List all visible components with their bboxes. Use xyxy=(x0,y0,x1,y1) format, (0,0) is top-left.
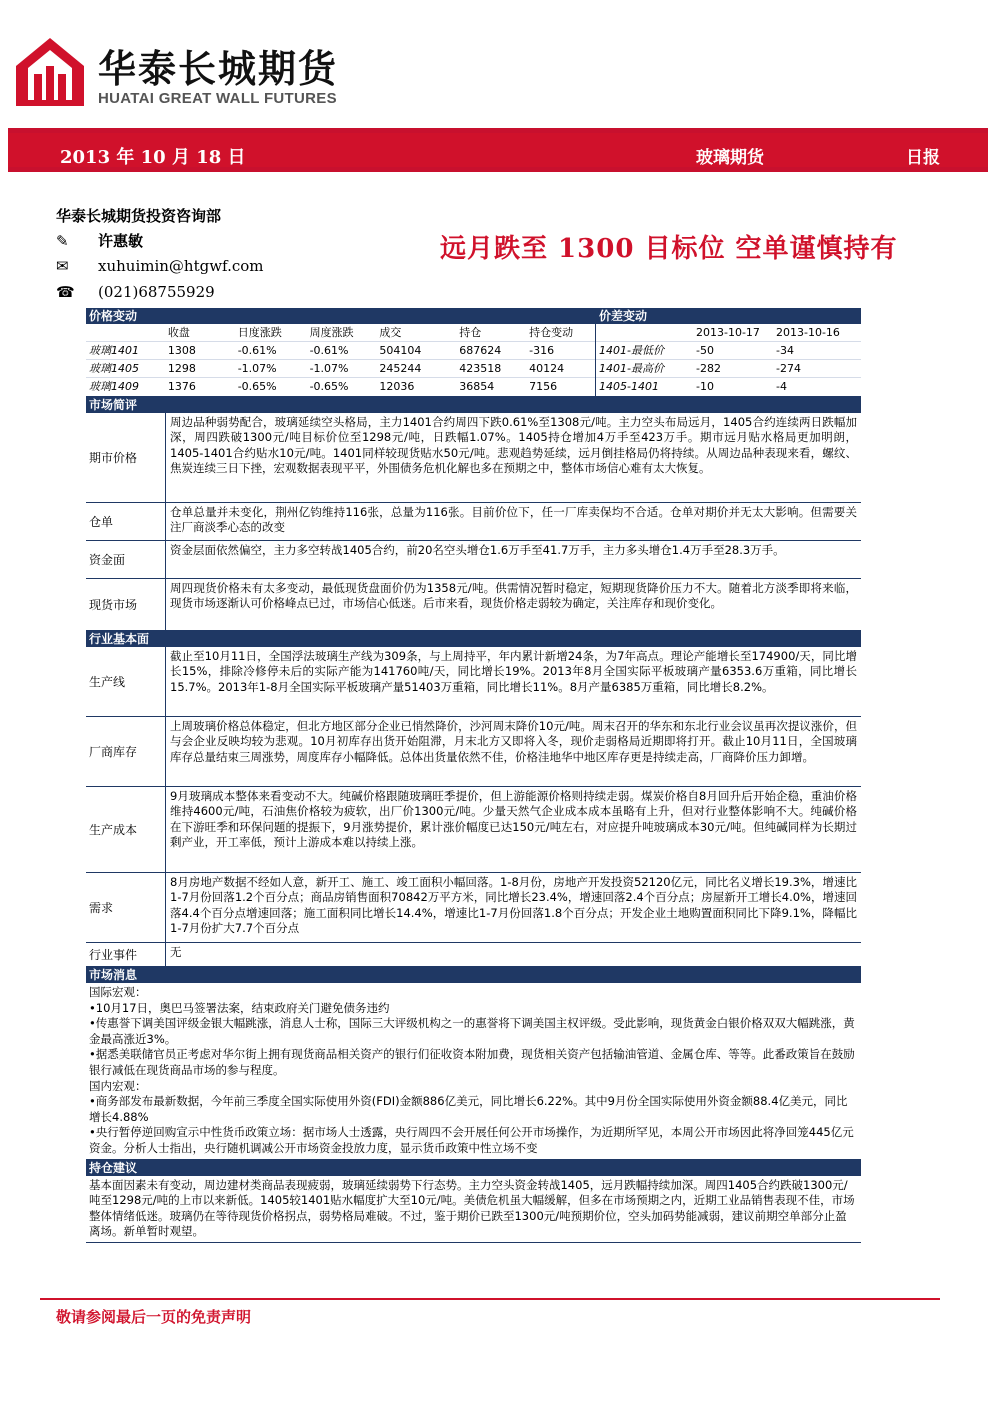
contact-phone-row xyxy=(56,283,215,301)
company-name-cn: 华泰长城期货 xyxy=(98,47,339,91)
table-row: 玻璃1401 1308 -0.61% -0.61% 504104 687624 -316 xyxy=(86,342,595,360)
report-body xyxy=(86,308,861,1243)
review-capital-row xyxy=(86,541,861,579)
report-product: 玻璃期货 xyxy=(696,148,764,168)
row-label: 期市价格 xyxy=(86,413,166,502)
table-row: 玻璃1409 1376 -0.65% -0.65% 12036 36854 7156 xyxy=(89,380,558,393)
row-text: 截止至10月11日，全国浮法玻璃生产线为309条，与上周持平，年内累计新增24条，为7年高点。理论产能增长至174900/天，同比增长15%，排除冷修停未后的实际产能为141760吨/天，同比增长19%。2013年8月全国实际平板玻璃产量6353.6万重箱，同比增长15.7%。2013年1-8月全国实际平板玻璃产量51403万重箱，同比增长11%。8月产量6385万重箱，同比增长8.2%。 xyxy=(170,649,857,694)
market-review-title: 市场简评 xyxy=(86,397,861,413)
row-label: 资金面 xyxy=(86,541,166,578)
row-label: 生产线 xyxy=(86,647,166,716)
row-label: 行业事件 xyxy=(86,943,166,966)
table-row: 1405-1401 -10 -4 xyxy=(599,380,787,393)
mail-icon: ✉ xyxy=(56,257,69,275)
news-line: •10月17日，奥巴马签署法案，结束政府关门避免债务违约 xyxy=(89,1000,390,1015)
news-line: •央行暂停逆回购宣示中性货币政策立场：据市场人士透露，央行周四不会开展任何公开市场操作，为近期所罕见，本周公开市场因此将净回笼445亿元资金。分析人士指出，央行随机调减公开市场资金投放力度，显示货币政策中性立场不变 xyxy=(89,1125,854,1155)
price-change-table xyxy=(86,308,596,396)
market-news-body xyxy=(86,983,861,1160)
table-row: 1401-最低价 -50 -34 xyxy=(596,342,861,360)
spread-header-row: 2013-10-17 2013-10-16 xyxy=(596,324,861,342)
table-row: 玻璃1405 1298 -1.07% -1.07% 245244 423518 40124 xyxy=(86,360,595,378)
position-advice-title: 持仓建议 xyxy=(86,1160,861,1176)
footer-divider xyxy=(40,1298,940,1300)
row-label: 仓单 xyxy=(86,503,166,540)
department-name: 华泰长城期货投资咨询部 xyxy=(56,207,222,225)
review-futures-price-row xyxy=(86,413,861,503)
row-text: 周边品种弱势配合，玻璃延续空头格局，主力1401合约周四下跌0.61%至1308元/吨。主力空头布局远月，1405合约连续两日跌幅加深，周四跌破1300元/吨目标价位至1298元/吨，日跌幅1.07%。1405持仓增加4万手至423万手。期市远月贴水格局更加明朗，1405-1401合约贴水10元/吨。1401同样较现货贴水50元/吨。悲观趋势延续，远月倒挂格局仍将持续。从周边品种表现来看，螺纹、焦炭连续三日下挫，宏观数据表现平平，外围债务危机化解也多在预期之中，整体市场信心难有太大恢复。 xyxy=(170,415,857,476)
table-row: 1401-最高价 -282 -274 xyxy=(596,360,861,378)
analyst-email[interactable]: xuhuimin@htgwf.com xyxy=(98,257,264,275)
industry-inventory-row xyxy=(86,717,861,787)
row-text: 仓单总量并未变化，荆州亿钧维持116张，总量为116张。目前价位下，任一厂库卖保均不合适。仓单对期价并无太大影响。但需要关注厂商淡季心态的改变 xyxy=(170,505,857,535)
row-label: 现货市场 xyxy=(86,579,166,630)
review-warehouse-receipt-row xyxy=(86,503,861,541)
analyst-name: 许惠敏 xyxy=(98,232,144,250)
row-label: 厂商库存 xyxy=(86,717,166,786)
industry-demand-row xyxy=(86,873,861,943)
position-advice-body: 基本面因素未有变动，周边建材类商品表现疲弱，玻璃延续弱势下行态势。主力空头资金转战1405，远月跌幅持续加深。周四1405合约跌破1300元/吨至1298元/吨的上市以来新低。1405较1401贴水幅度扩大至10元/吨。美债危机虽大幅缓解，但多在市场预期之内，近期工业品销售表现不佳，市场整体情绪低迷。玻璃仍在等待现货价格拐点，弱势格局难破。不过，鉴于期价已跌至1300元/吨预期价位，空头加码势能减弱，建议前期空单部分止盈离场。新单暂时观望。 xyxy=(86,1176,861,1243)
report-type: 日报 xyxy=(906,148,940,168)
company-logo-icon xyxy=(14,36,86,112)
row-text: 上周玻璃价格总体稳定，但北方地区部分企业已悄然降价，沙河周末降价10元/吨。周末召开的华东和东北行业会议虽再次提议涨价，但与会企业反映均较为悲观。10月初库存出货开始阻滞，月末北方又即将入冬，现价走弱格局近期即将打开。截止10月11日，全国玻璃库存总量结束三周涨势，周度库存小幅降低。总体出货量依然不佳，价格洼地华中地区库存更是持续走高，厂商降价压力卸增。 xyxy=(170,719,857,764)
news-line: •据悉美联储官员正考虑对华尔街上拥有现货商品相关资产的银行们征收资本附加费，现货相关资产包括输油管道、金属仓库、等等。此番政策旨在鼓励银行减低在现货商品市场的参与程度。 xyxy=(89,1047,855,1077)
row-text: 8月房地产数据不经如人意，新开工、施工、竣工面积小幅回落。1-8月份，房地产开发投资52120亿元，同比名义增长19.3%，增速比1-7月份回落1.2个百分点；商品房销售面积70842万平方米，同比增长23.4%，增速回落2.4个百分点；房屋新开工增长4.0%，增速回落4.4个百分点增速回落；施工面积同比增长14.4%，增速比1-7月份回落1.8个百分点；开发企业土地购置面积同比下降9.1%，降幅比1-7月份扩大7.7个百分点 xyxy=(170,875,857,936)
spread-change-table xyxy=(596,308,861,396)
industry-cost-row xyxy=(86,787,861,873)
news-line: •商务部发布最新数据，今年前三季度全国实际使用外资(FDI)金额886亿美元，同比增长6.22%。其中9月份全国实际使用外资金额88.4亿美元，同比增长4.88% xyxy=(89,1094,848,1124)
review-spot-market-row xyxy=(86,579,861,631)
row-text: 无 xyxy=(170,945,182,959)
company-name-en: HUATAI GREAT WALL FUTURES xyxy=(98,90,337,107)
report-header-bar xyxy=(8,128,988,172)
news-line: 国内宏观： xyxy=(89,1078,147,1093)
news-line: •传惠誉下调美国评级金银大幅跳涨，消息人士称，国际三大评级机构之一的惠誉将下调美国主权评级。受此影响，现货黄金白银价格双双大幅跳涨，黄金最高涨近3%。 xyxy=(89,1016,855,1046)
analyst-phone: (021)68755929 xyxy=(98,283,215,301)
price-header-row: 收盘 日度涨跌 周度涨跌 成交 持仓 持仓变动 xyxy=(86,324,595,342)
row-text: 资金层面依然偏空，主力多空转战1405合约，前20名空头增仓1.6万手至41.7万手，主力多头增仓1.4万手至28.3万手。 xyxy=(170,543,785,557)
report-headline: 远月跌至 1300 目标位 空单谨慎持有 xyxy=(440,234,898,264)
row-label: 生产成本 xyxy=(86,787,166,872)
price-section xyxy=(86,308,861,397)
disclaimer-note: 敬请参阅最后一页的免责声明 xyxy=(56,1308,252,1326)
industry-events-row xyxy=(86,943,861,967)
report-date: 2013 年 10 月 18 日 xyxy=(60,147,246,168)
news-line: 国际宏观： xyxy=(89,985,147,999)
contact-email-row xyxy=(56,257,264,275)
spread-change-title: 价差变动 xyxy=(596,308,861,324)
contact-name-row xyxy=(56,230,143,251)
industry-title: 行业基本面 xyxy=(86,631,861,647)
edit-icon: ✎ xyxy=(56,231,69,250)
price-change-title: 价格变动 xyxy=(86,308,595,324)
row-text: 9月玻璃成本整体来看变动不大。纯碱价格跟随玻璃旺季提价，但上游能源价格则持续走弱。煤炭价格自8月回升后开始企稳，重油价格维持4600元/吨，石油焦价格较为疲软，出厂价1300元/吨。少量天然气企业成本成本虽略有上升，但对行业整体影响不大。纯碱价格在下游旺季和环保问题的提振下，9月涨势提价，累计涨价幅度已达150元/吨左右，对应提升吨玻璃成本30元/吨。但纯碱同样为长期过剩产业，开工率低，预计上游成本难以持续上涨。 xyxy=(170,789,857,850)
row-text: 周四现货价格未有太多变动，最低现货盘面价仍为1358元/吨。供需情况暂时稳定，短期现货降价压力不大。随着北方淡季即将来临，现货市场逐渐认可价格峰点已过，市场信心低迷。后市来看，现货价格走弱较为确定，关注库存和现价变化。 xyxy=(170,581,857,611)
market-news-title: 市场消息 xyxy=(86,967,861,983)
phone-icon: ☎ xyxy=(56,283,75,301)
row-label: 需求 xyxy=(86,873,166,942)
industry-production-line-row xyxy=(86,647,861,717)
